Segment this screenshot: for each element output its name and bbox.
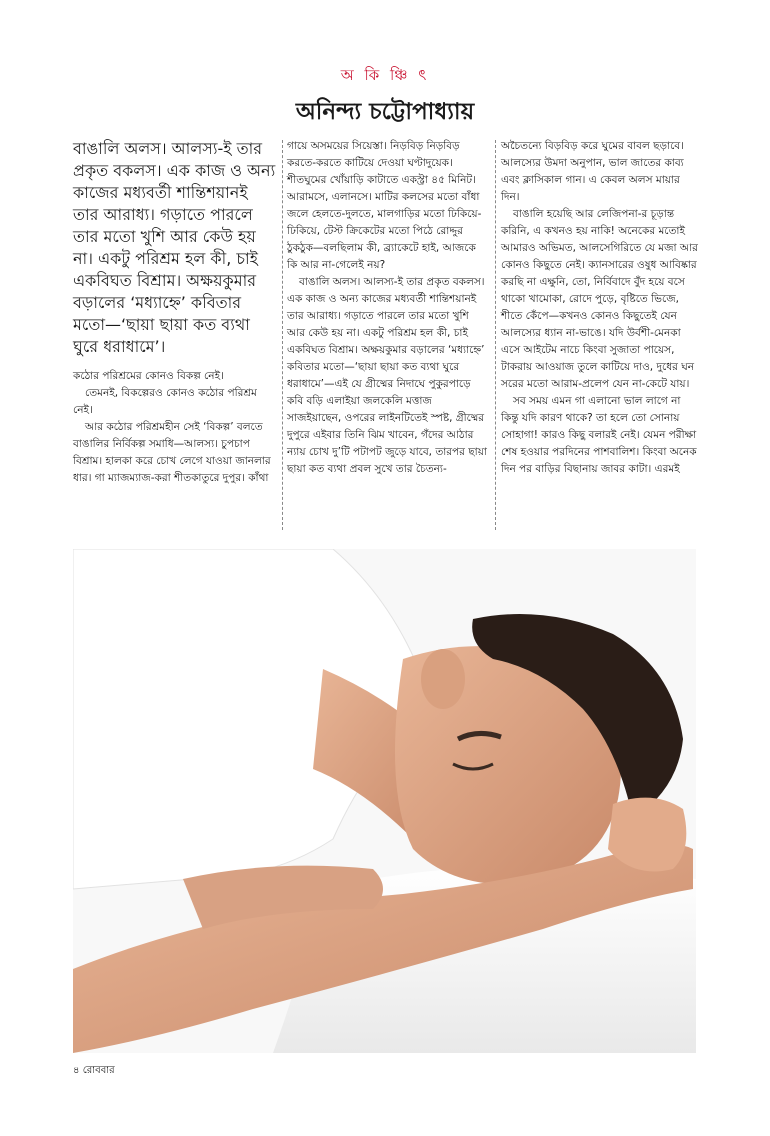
article-header [0,64,770,132]
body-text [73,368,278,487]
column-divider [495,140,496,530]
paragraph: তেমনই, বিকল্পেরও কোনও কঠোর পরিশ্রম নেই। [73,387,257,416]
article-column-1 [73,138,278,487]
paragraph: বাঙালি অলস। আলস্য-ই তার প্রকৃত বকলস। এক কাজ ও অন্য কাজের মধ্যবর্তী শান্তিশয়ানই তার আরাধ্য। গড়াতে পারলে তার মতো খুশি আর কেউ হয় না। একটু পরিশ্রম হল কী, চাই একবিঘত বিশ্রাম। অক্ষয়কুমার বড়ালের ‘মধ্যাহ্নে’ কবিতার মতো—‘ছায়া ছায়া কত ব্যথা ঘুরে ধরাধামে’—এই যে গ্রীষ্মের নিদাঘে পুকুরপাড়ে কবি বড়ি এলাইয়া জলকেলি মত্তাজ সাজইয়াছেন, ওপরের লাইনটিতেই স্পষ্ট, গ্রীষ্মের দুপুরে এইবার তিনি ঝিম খাবেন, গঁদের আঠার ন্যায় চোখ দু’টি পটাপট জুড়ে যাবে, তারপর ছায়া ছায়া কত ব্যথা প্রবল সুখে তার চৈতন্য- [287,276,487,475]
lead-paragraph: বাঙালি অলস। আলস্য-ই তার প্রকৃত বকলস। এক কাজ ও অন্য কাজের মধ্যবর্তী শান্তিশয়ানই তার আরাধ্য। গড়াতে পারলে তার মতো খুশি আর কেউ হয় না। একটু পরিশ্রম হল কী, চাই একবিঘত বিশ্রাম। অক্ষয়কুমার বড়ালের ‘মধ্যাহ্নে’ কবিতার মতো—‘ছায়া ছায়া কত ব্যথা ঘুরে ধরাধামে’। [73,139,276,356]
article-column-3 [501,138,701,478]
publication-name: রোববার [82,1065,115,1076]
article-column-2 [287,138,487,478]
page-number: ৪ [73,1065,80,1076]
paragraph: আর কঠোর পরিশ্রমহীন সেই ‘বিকল্প’ বলতে বাঙালির নির্বিকল্প সমাধি—আলস্য। চুপচাপ বিশ্রাম। হালকা করে চোখ লেগে যাওয়া জানলার ধার। গা ম্যাজম্যাজ-করা শীতকাতুরে দুপুর। কাঁথা [73,421,271,484]
paragraph: সব সময় এমন গা এলানো ভাল লাগে না কিন্তু যদি কারণ থাকে? তা হলে তো সোনায় সোহাগা! কারও কিছু বলারই নেই। যেমন পরীক্ষা শেষ হওয়ার পরদিনের পাশবালিশ। কিংবা অনেক দিন পর বাড়ির বিছানায় জাবর কাটা। এরমই [501,395,697,475]
page-footer [73,1063,115,1080]
author-name: অনিন্দ্য চট্টোপাধ্যায় [295,99,475,125]
paragraph: কঠোর পরিশ্রমের কোনও বিকল্প নেই। [73,370,224,382]
paragraph: অচৈতন্যে বিড়বিড় করে ঘুমের বাবল ছড়াবে। আলস্যের উমদা অনুপান, ভাল জাতের কাব্য এবং ক্লাসিকাল গান। এ কেবল অলস মায়ার দিন। [501,140,684,203]
section-kicker: অ কি ঞ্চি ৎ [340,66,430,84]
sleeping-man-photo [73,549,696,1053]
photo-illustration [73,549,696,1053]
column-divider [282,140,283,530]
paragraph: বাঙালি হয়েছি আর লেজিপনা-র চূড়ান্ত করিনি, এ কখনও হয় নাকি! অনেকের মতোই আমারও অভিমত, আলসেগিরিতে যে মজা আর কোনও কিছুতে নেই। ক্যানসারের ওষুধ আবিষ্কার করছি না এক্ষুনি, তো, নির্বিবাদে বুঁদ হয়ে বসে থাকো খামোকা, রোদে পুড়ে, বৃষ্টিতে ভিজে, শীতে কেঁপে—কখনও কোনও কিছুতেই যেন আলস্যের ধ্যান না-ভাঙে। যদি উর্বশী-মেনকা এসে আইটেম নাচে কিংবা সুজাতা পায়েস, টাকরায় আওয়াজ তুলে কাটিয়ে দাও, দুধের ঘন সরের মতো আরাম-প্রলেপ যেন না-কেটে যায়। [501,208,698,390]
paragraph: গায়ে অসময়ের সিয়েস্তা। নিড়বিড় নিড়বিড় করতে-করতে কাটিয়ে দেওয়া ঘণ্টাদুয়েক। শীতঘুমের খোঁয়াড়ি কাটাতে একস্ট্রা ৪৫ মিনিট। আরামসে, এলানসে। মাটির কলসের মতো বাঁধা জলে হেলতে-দুলতে, মালগাড়ির মতো ঢিকিয়ে-ঢিকিয়ে, টেস্ট ক্রিকেটের মতো পিঠে রোদ্দুর ঠুকঠুক—বলছিলাম কী, ব্র্যাকেটে হাই, আজকে কি আর না-গেলেই নয়? [287,140,482,271]
